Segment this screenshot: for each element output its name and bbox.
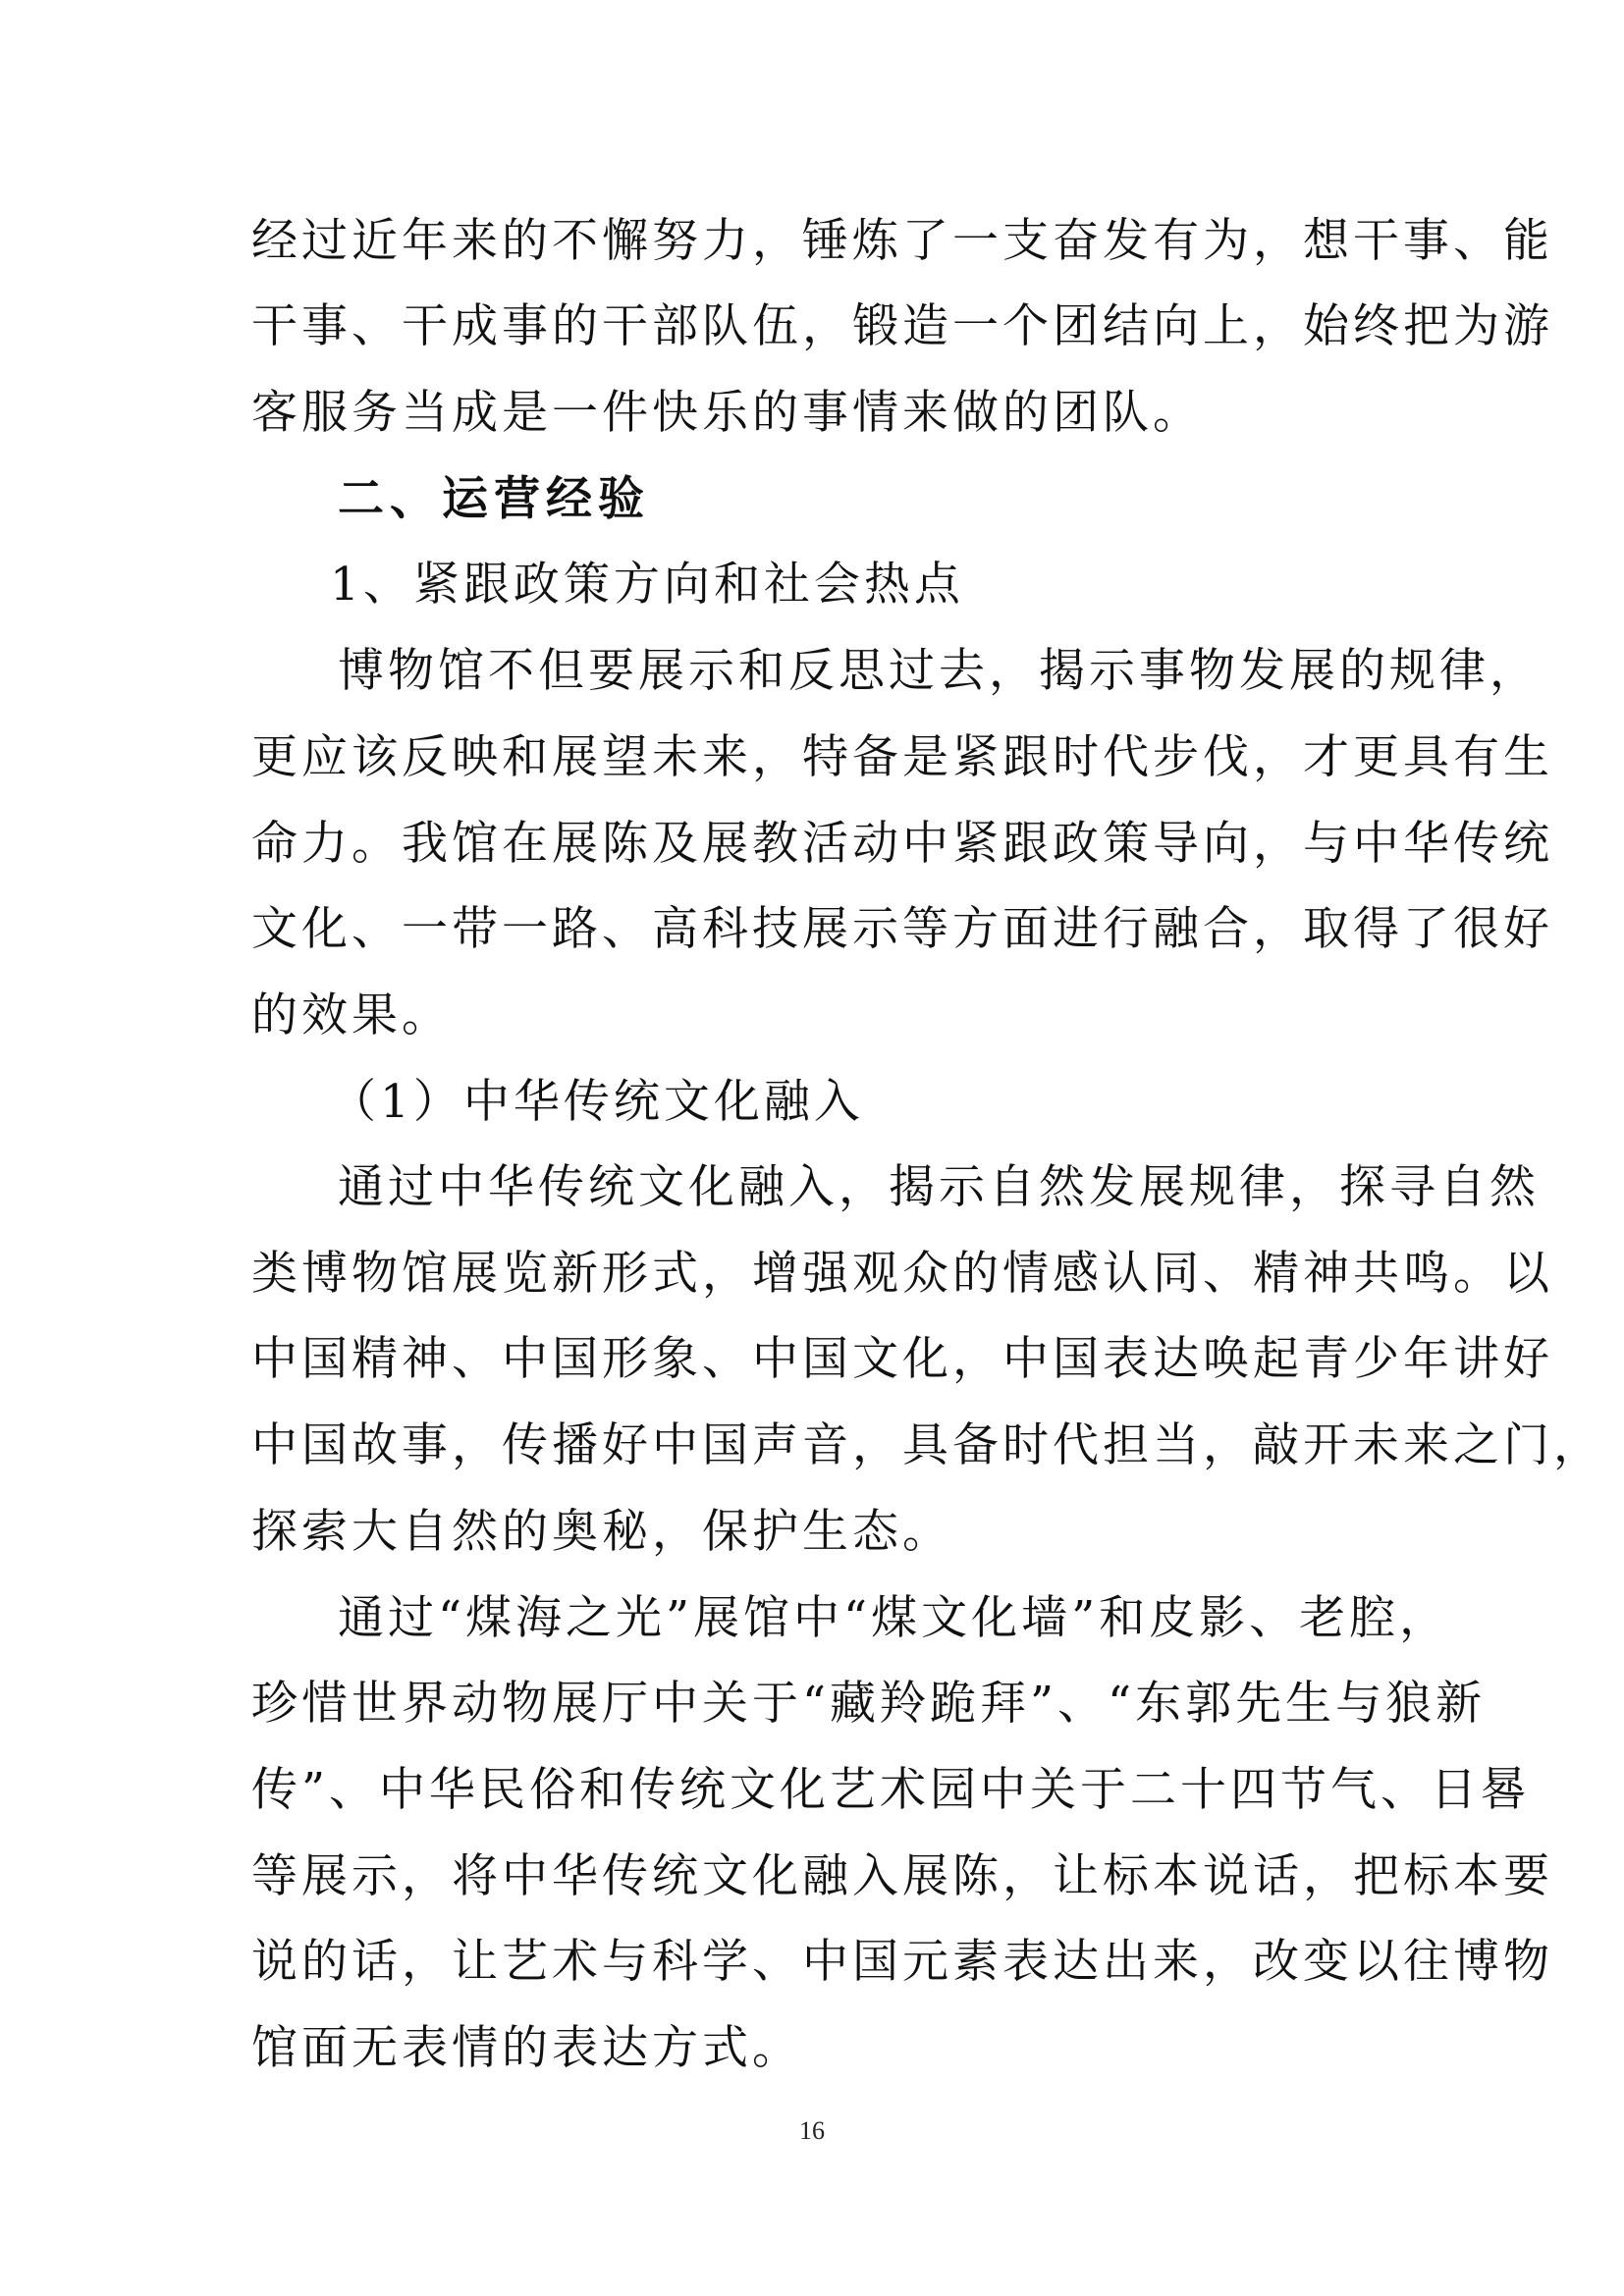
page-number: 16 (799, 2116, 825, 2145)
paragraph-line: 馆面无表情的表达方式。 (251, 2021, 802, 2075)
paragraph-line: 说的话，让艺术与科学、中国元素表达出来，改变以往博物 (251, 1935, 1553, 1989)
paragraph-line: 珍惜世界动物展厅中关于“藏羚跪拜”、“东郭先生与狼新 (251, 1677, 1487, 1731)
paragraph-line: 通过“煤海之光”展馆中“煤文化墙”和皮影、老腔， (338, 1591, 1450, 1645)
paragraph-line: 博物馆不但要展示和反思过去，揭示事物发展的规律， (338, 644, 1540, 698)
paragraph-line: 通过中华传统文化融入，揭示自然发展规律，探寻自然 (338, 1160, 1540, 1214)
paragraph-line: 中国精神、中国形象、中国文化，中国表达唤起青少年讲好 (251, 1332, 1553, 1386)
page-body (251, 0, 1603, 2296)
paragraph-line: 客服务当成是一件快乐的事情来做的团队。 (251, 386, 1203, 440)
paragraph-line: 探索大自然的奥秘，保护生态。 (251, 1505, 952, 1559)
paragraph-line: 类博物馆展览新形式，增强观众的情感认同、精神共鸣。以 (251, 1247, 1553, 1301)
paragraph-line: 命力。我馆在展陈及展教活动中紧跟政策导向，与中华传统 (251, 817, 1553, 871)
paragraph-line: 的效果。 (251, 988, 452, 1042)
paragraph-line: 中国故事，传播好中国声音，具备时代担当，敲开未来之门， (251, 1418, 1603, 1472)
paragraph-line: 经过近年来的不懈努力，锤炼了一支奋发有为，想干事、能 (251, 214, 1553, 268)
subsection-heading: 1、紧跟政策方向和社会热点 (330, 558, 964, 612)
paragraph-line: 传”、中华民俗和传统文化艺术园中关于二十四节气、日晷 (251, 1763, 1532, 1817)
subsubsection-heading: （1）中华传统文化融入 (330, 1075, 864, 1129)
paragraph-line: 更应该反映和展望未来，特备是紧跟时代步伐，才更具有生 (251, 730, 1553, 784)
section-heading: 二、运营经验 (338, 472, 650, 526)
paragraph-line: 干事、干成事的干部队伍，锻造一个团结向上，始终把为游 (251, 299, 1553, 353)
paragraph-line: 文化、一带一路、高科技展示等方面进行融合，取得了很好 (251, 902, 1553, 956)
paragraph-line: 等展示，将中华传统文化融入展陈，让标本说话，把标本要 (251, 1849, 1553, 1903)
